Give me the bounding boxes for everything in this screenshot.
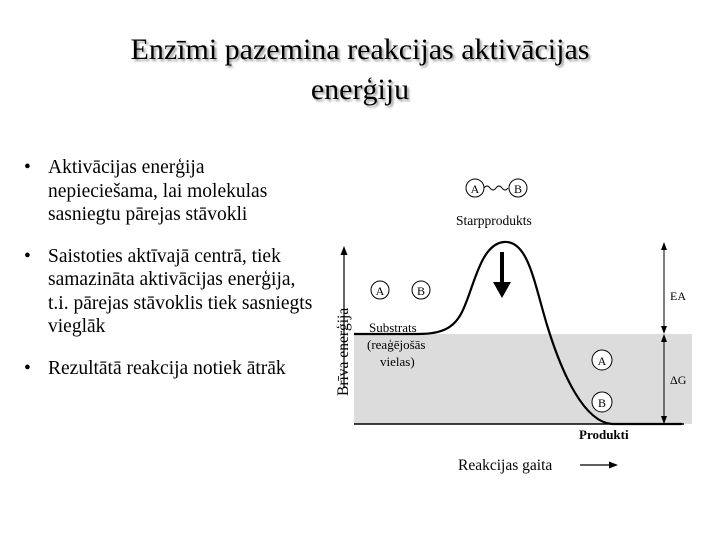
bullet-text: Aktivācijas enerģija nepieciešama, lai molekulas sasniegtu pārejas stāvokli: [48, 157, 268, 225]
slide-title-line-2: enerģiju: [310, 73, 410, 106]
bullet-symbol: •: [24, 357, 31, 379]
energy-diagram: [322, 160, 712, 490]
ea-label: EA: [670, 289, 686, 303]
product-b-label: B: [597, 396, 607, 410]
bullet-list: [22, 156, 314, 398]
dg-label: ΔG: [670, 373, 687, 387]
ea-arrowhead-top: [661, 242, 667, 250]
slide-title: [20, 30, 700, 110]
ea-arrowhead-bottom: [661, 326, 667, 334]
substrate-label-line-2: (reaģējošās: [367, 337, 426, 352]
molecule-b-label: B: [513, 182, 523, 196]
lowering-arrow-head: [493, 282, 511, 298]
substrate-b-label: B: [416, 284, 426, 298]
bullet-text: Saistoties aktīvajā centrā, tiek samazināta aktivācijas enerģija, t.i. pārejas stāvoklis tiek sasniegts vieglāk: [48, 245, 313, 337]
product-label: Produkti: [579, 427, 629, 442]
bullet-text: Rezultātā reakcija notiek ātrāk: [48, 357, 286, 379]
x-axis-arrowhead: [609, 462, 618, 469]
x-axis-label: Reakcijas gaita: [458, 457, 553, 474]
bullet-item: [22, 156, 314, 227]
substrate-label-line-3: vielas): [380, 354, 415, 369]
y-axis-label: Brīva enerģija: [335, 307, 352, 396]
product-a-label: A: [597, 354, 607, 368]
molecule-a-label: A: [470, 182, 480, 196]
substrate-a-label: A: [375, 284, 385, 298]
intermediate-label: Starpprodukts: [456, 213, 532, 228]
bond-squiggle: [484, 186, 508, 190]
substrate-label: Substrats: [369, 320, 417, 335]
bullet-item: [22, 245, 314, 339]
bullet-symbol: •: [24, 157, 31, 178]
bullet-item: [22, 357, 314, 381]
slide-title-line-1: Enzīmi pazemina reakcijas aktivācijas: [130, 33, 590, 66]
bullet-symbol: •: [24, 245, 31, 267]
y-axis-arrowhead: [341, 246, 348, 255]
